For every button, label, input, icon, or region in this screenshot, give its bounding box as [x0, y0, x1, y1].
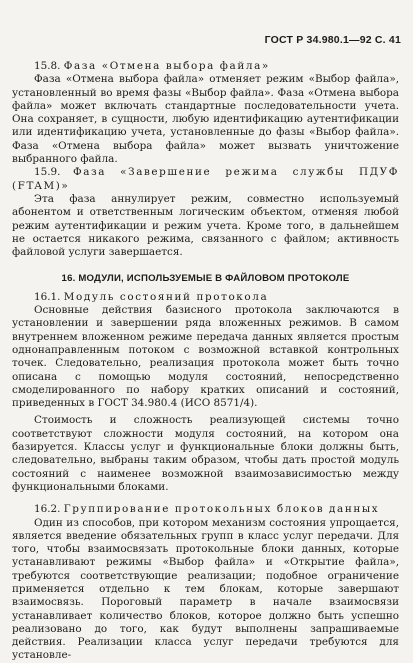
subsection-title: Фаза «Отмена выбора файла»	[63, 60, 270, 72]
section-16-title: 16. МОДУЛИ, ИСПОЛЬЗУЕМЫЕ В ФАЙЛОВОМ ПРОТОКОЛЕ	[61, 273, 350, 285]
page-header: ГОСТ Р 34.980.1—92 С. 41	[264, 34, 401, 46]
paragraph-16-1-b: Стоимость и сложность реализующей системы точно соответствуют сложности модуля состояний, на котором она базируется. Классы услуг и функциональные блоки должны быть, следовательно, выбраны таким образом, чтобы дать простой модуль состояний с наименее возможной взаимозависимостью между функциональными блоками.	[12, 414, 399, 493]
subsection-title: Группирование протокольных блоков данных	[63, 503, 380, 516]
paragraph-15-8: Фаза «Отмена выбора файла» отменяет режим «Выбор файла», установленный во время фазы «Выбор файла». Фаза «Отмена выбора файла» может включать стандартные последовательности учета. Она сохраняет, в сущности, любую идентификацию аутентификации или идентификацию учета, установленные до фазы «Выбор файла». Фаза «Отмена выбора файла» может вызвать уничтожение выбранного файла.	[12, 73, 399, 166]
page-content	[12, 60, 399, 663]
paragraph-16-2: Один из способов, при котором механизм состояния упрощается, является введение обязательных групп в класс услуг передачи. Для того, чтобы взаимосвязать протокольные блоки данных, которые устанавливают режимы «Выбор файла» и «Открытие файла», требуются соответствующие реализации; подобное ограничение применяется отдельно к тем блокам, которые завершают взаимосвязь. Пороговый параметр в начале взаимосвязи устанавливает количество блоков, которое должно быть успешно реализовано до того, как будут выполнены запрашиваемые действия. Реализации класса услуг передачи требуются для установле-	[12, 516, 399, 662]
subsection-title: Модуль состояний протокола	[63, 290, 269, 303]
spacer	[12, 494, 399, 503]
subsection-heading-15-9	[12, 166, 399, 193]
subsection-number: 15.9.	[34, 166, 61, 179]
paragraph-16-1-a: Основные действия базисного протокола заключаются в установлении и завершении ряда вложенных режимов. В самом внутреннем вложенном режиме передача данных является простым однонаправленным потоком с возможной вставкой контрольных точек. Следовательно, реализация протокола может быть точно описана с помощью модуля состояний, непосредственно смоделированного по набору кратких описаний и состояний, приведенных в ГОСТ 34.980.4 (ИСО 8571/4).	[12, 304, 399, 410]
subsection-heading-15-8	[12, 60, 399, 73]
subsection-title: Фаза «Завершение режима службы ПДУФ (FTAM)»	[12, 166, 399, 192]
subsection-number: 15.8.	[34, 60, 61, 72]
subsection-heading-16-2	[12, 503, 399, 516]
paragraph-15-9: Эта фаза аннулирует режим, совместно используемый абонентом и ответственным логическим объектом, отменяя любой режим аутентификации и режим учета. Кроме того, в дальнейшем не остается никакого режима, связанного с файлом; активность файловой услуги завершается.	[12, 192, 399, 259]
subsection-number: 16.1.	[34, 290, 61, 303]
subsection-heading-16-1	[12, 291, 399, 304]
subsection-number: 16.2.	[34, 503, 61, 516]
